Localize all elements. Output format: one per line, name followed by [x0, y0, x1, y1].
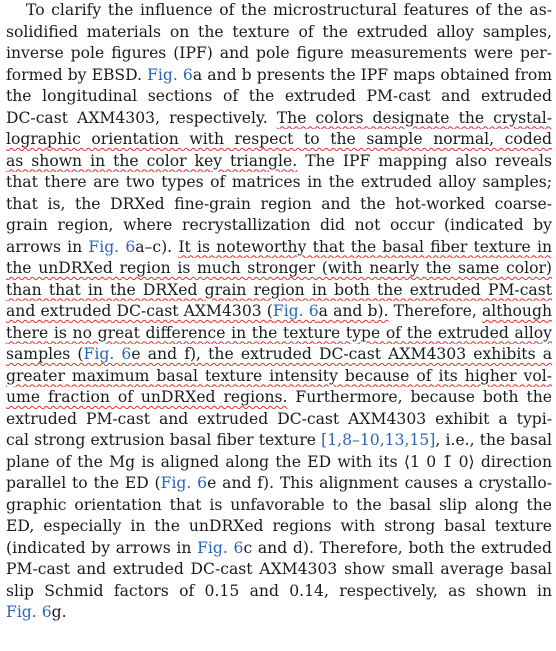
text-line — [6, 258, 552, 280]
highlighted-text: ume fraction of unDRXed regions. — [6, 388, 288, 406]
highlighted-text: samples ( — [6, 345, 84, 363]
text-line — [6, 430, 552, 452]
figure-reference-link[interactable]: Fig. 6 — [197, 538, 244, 557]
text-line — [6, 602, 552, 624]
text-segment: e and f). This alignment causes a crystallo- — [207, 474, 552, 492]
highlighted-text: The colors designate the crystal- — [276, 108, 552, 127]
figure-reference-link[interactable]: [1,8–10,13,15] — [321, 431, 436, 449]
figure-reference-link[interactable]: Fig. 6 — [6, 603, 52, 621]
text-segment: arrows in — [6, 237, 89, 256]
highlighted-text: than that in the DRXed grain region in both the extruded PM-cast — [6, 280, 552, 299]
text-segment: (indicated by arrows in — [6, 538, 198, 557]
text-segment: that is, the DRXed fine-grain region and the hot-worked coarse- — [6, 194, 552, 213]
text-line — [6, 129, 552, 151]
highlighted-text: greater maximum basal texture intensity because of its higher vol- — [6, 366, 552, 385]
text-segment: the longitudinal sections of the extruded PM-cast and extruded — [6, 87, 552, 105]
text-line — [6, 344, 552, 366]
text-segment: Therefore, — [388, 302, 482, 320]
text-line — [6, 280, 552, 302]
highlighted-text: although — [481, 302, 552, 320]
highlighted-text: e and f), the extruded DC-cast AXM4303 exhibits a — [131, 345, 552, 363]
text-segment: DC-cast AXM4303, respectively. — [6, 108, 277, 127]
highlighted-text: there is no great difference in the texture type of the extruded alloy — [6, 323, 552, 342]
text-segment: , i.e., the basal — [435, 431, 552, 449]
text-segment: that there are two types of matrices in the extruded alloy samples; — [6, 173, 552, 191]
text-line — [6, 43, 552, 65]
text-line — [6, 301, 552, 323]
text-line — [6, 581, 552, 603]
text-line — [6, 194, 552, 216]
highlighted-text: lographic orientation with respect to the sample normal, coded — [6, 130, 552, 148]
text-line — [6, 366, 552, 388]
text-segment: cal strong extrusion basal fiber texture — [6, 431, 322, 449]
text-line — [6, 495, 552, 517]
text-segment: graphic orientation that is unfavorable to the basal slip along the — [6, 495, 552, 514]
highlighted-text: It is noteworthy that the basal fiber texture in — [178, 237, 552, 256]
text-segment: PM-cast and extruded DC-cast AXM4303 show small average basal — [6, 560, 552, 578]
text-line — [6, 215, 552, 237]
text-line — [6, 323, 552, 345]
text-line — [6, 86, 552, 108]
text-line — [6, 172, 552, 194]
text-line — [6, 473, 552, 495]
text-segment: a–c). — [135, 237, 179, 256]
text-line — [6, 452, 552, 474]
figure-reference-link[interactable]: Fig. 6 — [83, 345, 132, 363]
text-line — [6, 151, 552, 173]
text-segment: plane of the Mg is aligned along the ED with its ⟨1 0 1̄ 0⟩ direction — [6, 452, 552, 471]
text-line — [6, 387, 552, 409]
text-line — [6, 0, 552, 22]
figure-reference-link[interactable]: Fig. 6 — [88, 237, 136, 256]
text-segment: g. — [51, 603, 67, 621]
text-segment: To clarify the influence of the microstructural features of the as- — [26, 1, 552, 19]
text-line — [6, 65, 552, 87]
paragraph — [6, 0, 552, 624]
highlighted-text: as shown in the color key triangle. — [6, 151, 298, 170]
text-line — [6, 237, 552, 259]
text-line — [6, 22, 552, 44]
figure-reference-link[interactable]: Fig. 6 — [160, 474, 208, 492]
highlighted-text: and extruded DC-cast AXM4303 ( — [6, 302, 273, 320]
highlighted-text: a and b). — [318, 302, 389, 320]
highlighted-text: the unDRXed region is much stronger (with nearly the same color) — [6, 259, 552, 277]
text-segment: solidified materials on the texture of the extruded alloy samples, — [6, 22, 552, 41]
text-line — [6, 108, 552, 130]
text-segment: formed by EBSD. — [6, 65, 148, 84]
text-line — [6, 516, 552, 538]
text-segment: extruded PM-cast and extruded DC-cast AXM4303 exhibit a typi- — [6, 409, 552, 428]
text-line — [6, 409, 552, 431]
text-segment: ED, especially in the unDRXed regions with strong basal texture — [6, 517, 552, 535]
text-segment: inverse pole figures (IPF) and pole figure measurements were per- — [6, 44, 552, 62]
text-segment: Furthermore, because both the — [287, 388, 552, 406]
text-segment: The IPF mapping also reveals — [297, 151, 552, 170]
figure-reference-link[interactable]: Fig. 6 — [272, 302, 319, 320]
text-segment: c and d). Therefore, both the extruded — [243, 538, 552, 557]
text-segment: a and b presents the IPF maps obtained from — [192, 65, 552, 84]
figure-reference-link[interactable]: Fig. 6 — [147, 65, 193, 84]
text-segment: grain region, where recrystallization did not occur (indicated by — [6, 216, 552, 234]
text-segment: slip Schmid factors of 0.15 and 0.14, respectively, as shown in — [6, 581, 552, 600]
text-line — [6, 559, 552, 581]
text-line — [6, 538, 552, 560]
text-segment: parallel to the ED ( — [6, 474, 161, 492]
